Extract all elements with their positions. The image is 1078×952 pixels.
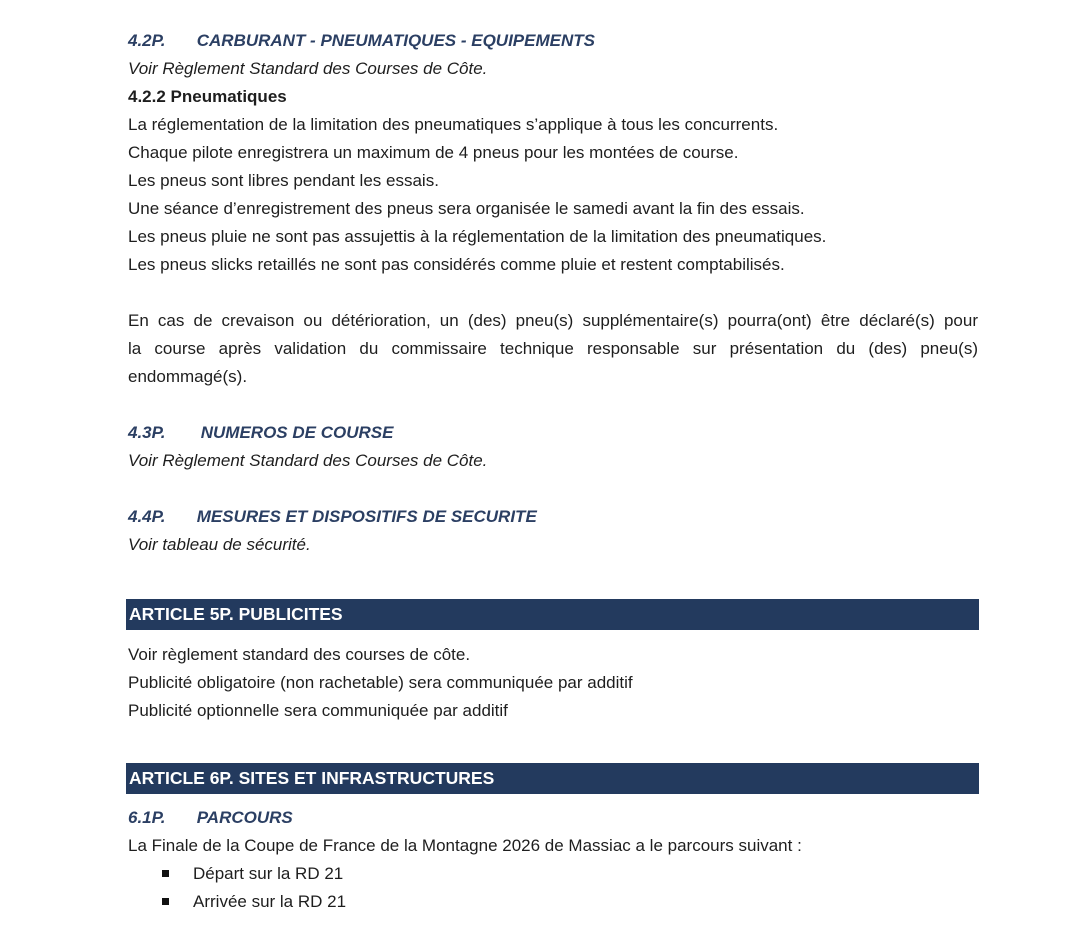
paragraph-line: Voir règlement standard des courses de côte. — [128, 645, 471, 664]
section-title: CARBURANT - PNEUMATIQUES - EQUIPEMENTS — [196, 31, 595, 50]
paragraph-line: Publicité optionnelle sera communiquée par additif — [128, 701, 508, 720]
paragraph-line: la course après validation du commissaire technique responsable sur présentation du (des) pneu(s) — [128, 339, 978, 358]
paragraph-line: Les pneus sont libres pendant les essais. — [128, 171, 439, 190]
section-title: MESURES ET DISPOSITIFS DE SECURITE — [196, 507, 537, 526]
subsection-title: 4.2.2 Pneumatiques — [128, 87, 287, 106]
section-number: 4.2P. — [128, 31, 166, 50]
paragraph-line: Publicité obligatoire (non rachetable) sera communiquée par additif — [128, 673, 633, 692]
article-heading-6: ARTICLE 6P. SITES ET INFRASTRUCTURES — [126, 763, 979, 794]
section-heading-4-2 — [128, 29, 595, 53]
section-heading-6-1 — [128, 806, 293, 830]
paragraph-line: Les pneus pluie ne sont pas assujettis à la réglementation de la limitation des pneumatiques. — [128, 227, 827, 246]
section-title: NUMEROS DE COURSE — [200, 423, 394, 442]
paragraph-line: endommagé(s). — [128, 367, 248, 386]
section-reference: Voir tableau de sécurité. — [128, 535, 311, 554]
paragraph-line: Une séance d’enregistrement des pneus sera organisée le samedi avant la fin des essais. — [128, 199, 805, 218]
paragraph-line: En cas de crevaison ou détérioration, un (des) pneu(s) supplémentaire(s) pourra(ont) être déclaré(s) pour — [128, 311, 978, 330]
section-heading-4-3 — [128, 421, 393, 445]
list-item: Départ sur la RD 21 — [193, 864, 344, 883]
section-reference: Voir Règlement Standard des Courses de Côte. — [128, 451, 488, 470]
square-bullet-icon — [162, 870, 169, 877]
paragraph-line: La réglementation de la limitation des pneumatiques s’applique à tous les concurrents. — [128, 115, 779, 134]
section-number: 4.4P. — [128, 507, 166, 526]
paragraph-line: Chaque pilote enregistrera un maximum de 4 pneus pour les montées de course. — [128, 143, 739, 162]
list-item: Arrivée sur la RD 21 — [193, 892, 347, 911]
section-number: 6.1P. — [128, 808, 166, 827]
section-reference: Voir Règlement Standard des Courses de Côte. — [128, 59, 488, 78]
paragraph-line: Les pneus slicks retaillés ne sont pas considérés comme pluie et restent comptabilisés. — [128, 255, 785, 274]
section-heading-4-4 — [128, 505, 537, 529]
section-title: PARCOURS — [196, 808, 293, 827]
paragraph-line: La Finale de la Coupe de France de la Montagne 2026 de Massiac a le parcours suivant : — [128, 836, 802, 855]
article-heading-5: ARTICLE 5P. PUBLICITES — [126, 599, 979, 630]
square-bullet-icon — [162, 898, 169, 905]
section-number: 4.3P. — [128, 423, 166, 442]
